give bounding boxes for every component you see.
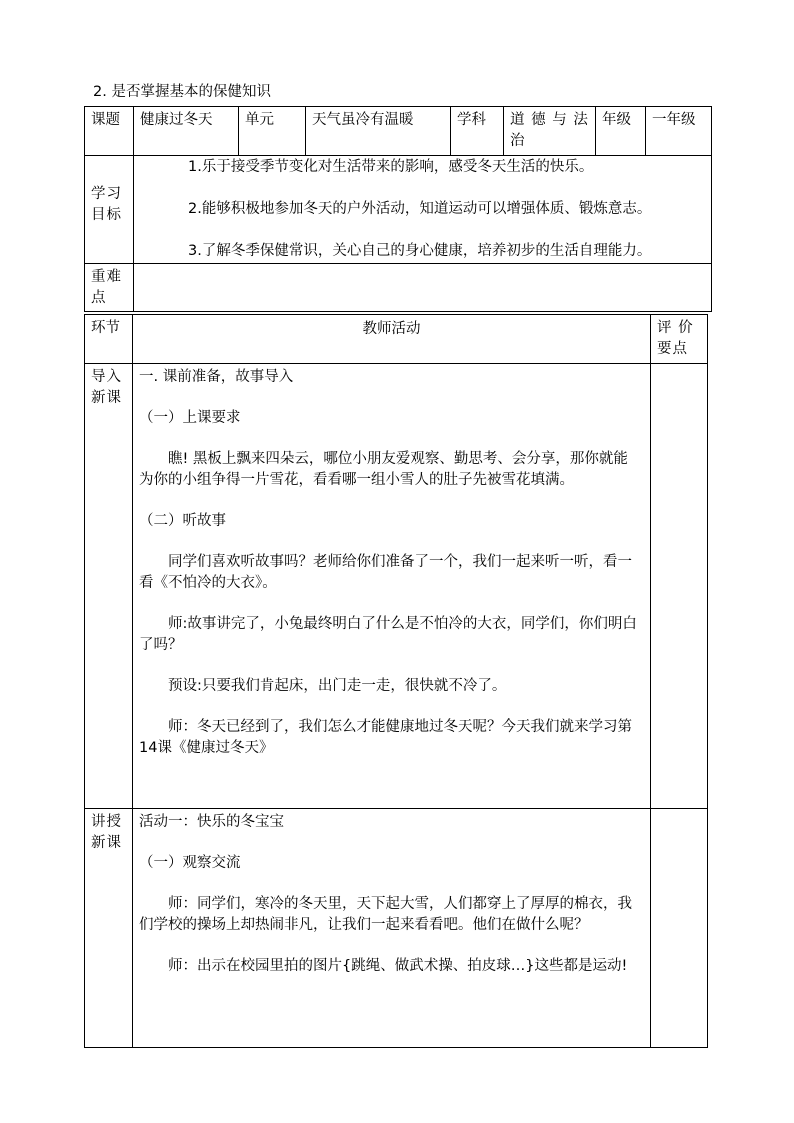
objective-item: 2.能够积极地参加冬天的户外活动，知道运动可以增强体质、锻炼意志。: [188, 201, 652, 217]
sub-heading: （二）听故事: [139, 513, 226, 529]
teacher-activity-header: 教师活动: [133, 315, 651, 364]
paragraph: 同学们喜欢听故事吗？老师给你们准备了一个，我们一起来听一听，看一看《不怕冷的大衣》。: [139, 554, 632, 591]
grade-label: 年级: [596, 107, 646, 156]
paragraph: 预设:只要我们肯起床，出门走一走，很快就不冷了。: [168, 678, 507, 694]
section-content: [133, 809, 651, 1048]
sub-heading: （一）上课要求: [139, 410, 241, 426]
section-teach-row: [85, 809, 708, 1048]
difficulty-label: 重难点: [85, 264, 134, 312]
section-content: [133, 364, 651, 809]
pre-heading: 2. 是否掌握基本的保健知识: [93, 84, 271, 100]
subject-label: 学科: [451, 107, 504, 156]
section-heading: 活动一：快乐的冬宝宝: [139, 814, 284, 830]
objective-item: 1.乐于接受季节变化对生活带来的影响，感受冬天生活的快乐。: [188, 159, 594, 175]
sub-heading: （一）观察交流: [139, 855, 241, 871]
section-heading: 一. 课前准备，故事导入: [139, 369, 294, 385]
activity-header-row: [85, 315, 708, 364]
paragraph: 师：冬天已经到了，我们怎么才能健康地过冬天呢？今天我们就来学习第14课《健康过冬天》: [139, 719, 632, 756]
lesson-info-table: [84, 106, 712, 312]
subject-value: 道 德 与 法 治: [504, 107, 596, 156]
difficulty-value: [134, 264, 712, 312]
section-eval-cell: [651, 809, 708, 1048]
objective-item: 3.了解冬季保健常识，关心自己的身心健康，培养初步的生活自理能力。: [188, 243, 652, 259]
course-value: 健康过冬天: [134, 107, 239, 156]
difficulty-row: [85, 264, 712, 312]
unit-value: 天气虽冷有温暖: [306, 107, 451, 156]
info-row: [85, 107, 712, 156]
paragraph: 师：同学们，寒冷的冬天里，天下起大雪，人们都穿上了厚厚的棉衣，我们学校的操场上却热闹非凡，让我们一起来看看吧。他们在做什么呢？: [139, 896, 632, 933]
objectives-label: 学习目标: [85, 156, 134, 264]
paragraph: 师:故事讲完了，小兔最终明白了什么是不怕冷的大衣，同学们，你们明白了吗？: [139, 616, 637, 653]
section-intro-row: [85, 364, 708, 809]
objectives-list: [134, 156, 712, 264]
section-eval-cell: [651, 364, 708, 809]
unit-label: 单元: [239, 107, 306, 156]
section-stage-label: 讲授新课: [85, 809, 133, 1048]
eval-header: 评 价 要点: [651, 315, 708, 364]
objectives-row: [85, 156, 712, 264]
activity-table: [84, 314, 708, 1048]
course-label: 课题: [85, 107, 134, 156]
stage-header: 环节: [85, 315, 133, 364]
grade-value: 一年级: [646, 107, 712, 156]
paragraph: 师：出示在校园里拍的图片{跳绳、做武术操、拍皮球…}这些都是运动!: [168, 958, 628, 974]
section-stage-label: 导入新课: [85, 364, 133, 809]
paragraph: 瞧! 黑板上飘来四朵云，哪位小朋友爱观察、勤思考、会分享，那你就能为你的小组争得一片雪花，看看哪一组小雪人的肚子先被雪花填满。: [139, 451, 628, 488]
